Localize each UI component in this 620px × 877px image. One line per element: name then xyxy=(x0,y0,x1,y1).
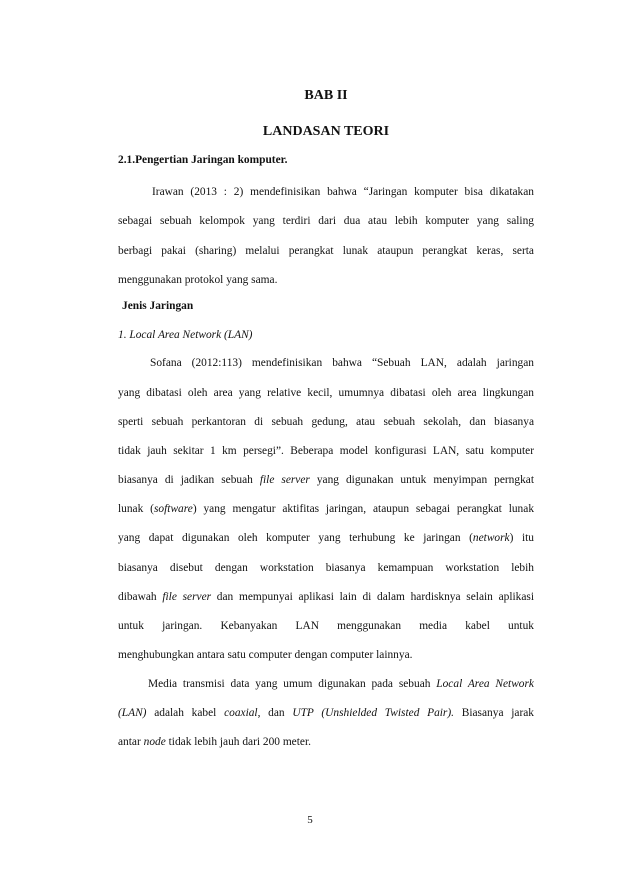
paragraph-line: biasanya disebut dengan workstation biasanya kemampuan workstation lebih xyxy=(118,562,534,574)
text-run: lunak ( xyxy=(118,503,154,515)
paragraph-line: sebagai sebuah kelompok yang terdiri dari dua atau lebih komputer yang saling xyxy=(118,215,534,227)
text-run: yang digunakan untuk menyimpan perngkat xyxy=(309,474,534,486)
text-run: ) yang mengatur aktifitas jaringan, ataupun sebagai perangkat lunak xyxy=(192,503,534,515)
text-run: , dan xyxy=(257,707,293,719)
paragraph-line xyxy=(118,589,534,605)
text-run-italic: Local Area Network xyxy=(436,678,534,690)
paragraph-line xyxy=(118,530,534,546)
text-run: Biasanya jarak xyxy=(454,707,534,719)
chapter-number: BAB II xyxy=(304,88,348,103)
text-run: dibawah xyxy=(118,591,163,603)
text-run: yang dapat digunakan oleh komputer yang terhubung ke jaringan ( xyxy=(118,532,473,544)
text-run-italic: file server xyxy=(259,474,310,486)
text-run: biasanya di jadikan sebuah xyxy=(118,474,260,486)
text-run: tidak lebih jauh dari 200 meter. xyxy=(165,736,311,748)
list-item-heading: 1. Local Area Network (LAN) xyxy=(118,329,253,341)
text-run-italic: node xyxy=(143,736,166,748)
text-run-italic: (LAN) xyxy=(118,707,147,719)
text-run-italic: UTP (Unshielded Twisted Pair). xyxy=(292,707,455,719)
paragraph-line xyxy=(118,705,534,721)
paragraph-line: untuk jaringan. Kebanyakan LAN menggunakan media kabel untuk xyxy=(118,620,534,632)
paragraph-line: berbagi pakai (sharing) melalui perangkat lunak ataupun perangkat keras, serta xyxy=(118,245,534,257)
text-run: antar xyxy=(118,736,144,748)
text-run-italic: software xyxy=(153,503,193,515)
paragraph-line: Sofana (2012:113) mendefinisikan bahwa “Sebuah LAN, adalah jaringan xyxy=(150,357,534,369)
paragraph-line: Irawan (2013 : 2) mendefinisikan bahwa “Jaringan komputer bisa dikatakan xyxy=(152,186,534,198)
text-run-italic: coaxial xyxy=(224,707,258,719)
paragraph-line: menggunakan protokol yang sama. xyxy=(118,274,278,286)
section-heading: 2.1.Pengertian Jaringan komputer. xyxy=(118,154,288,166)
paragraph-line: yang dibatasi oleh area yang relative kecil, umumnya dibatasi oleh area lingkungan xyxy=(118,387,534,399)
text-run: adalah kabel xyxy=(146,707,225,719)
text-run: Media transmisi data yang umum digunakan pada sebuah xyxy=(148,678,437,690)
subsection-heading: Jenis Jaringan xyxy=(122,300,194,312)
paragraph-line: menghubungkan antara satu computer dengan computer lainnya. xyxy=(118,649,413,661)
paragraph-line xyxy=(148,676,534,692)
paragraph-line xyxy=(118,501,534,517)
paragraph-line xyxy=(118,472,534,488)
paragraph-line: sperti sebuah perkantoran di sebuah gedung, atau sebuah sekolah, dan biasanya xyxy=(118,416,534,428)
page-number: 5 xyxy=(307,814,313,826)
text-run-italic: network xyxy=(472,532,510,544)
text-run: ) itu xyxy=(509,532,534,544)
paragraph-line: tidak jauh sekitar 1 km persegi”. Beberapa model konfigurasi LAN, satu komputer xyxy=(118,445,534,457)
chapter-title: LANDASAN TEORI xyxy=(262,124,390,139)
text-run-italic: file server xyxy=(162,591,212,603)
text-run: dan mempunyai aplikasi lain di dalam hardisknya selain aplikasi xyxy=(211,591,534,603)
paragraph-line xyxy=(118,734,534,750)
